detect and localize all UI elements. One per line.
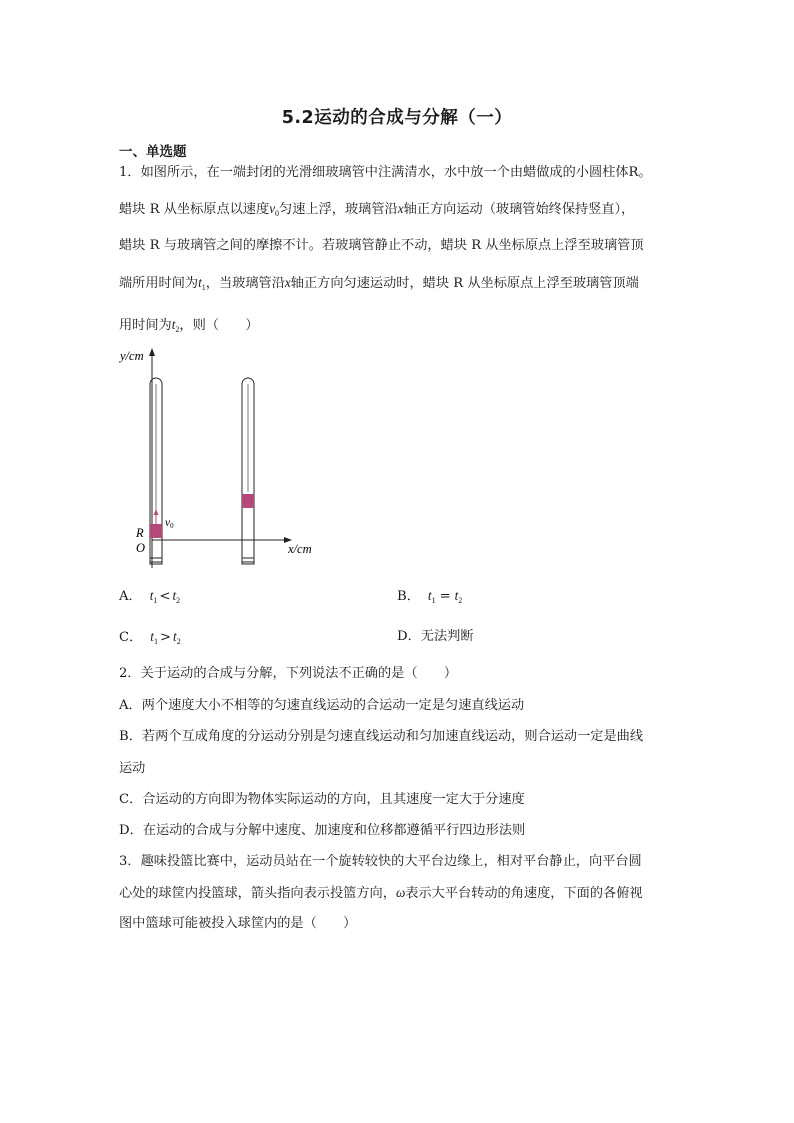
page-title: 5.2运动的合成与分解（一）: [281, 108, 513, 128]
q1-option-B[interactable]: B． $t_1 = t_2$: [397, 588, 463, 605]
q3-line-1: 3．趣味投篮比赛中，运动员站在一个旋转较快的大平台边缘上，相对平台静止，向平台圆: [119, 854, 642, 869]
q2-option-C[interactable]: C．合运动的方向即为物体实际运动的方向，且其速度一定大于分速度: [119, 792, 525, 807]
q1-line-5: 用时间为$t_2$，则（ ）: [119, 317, 259, 334]
q1-line-2: [119, 200, 634, 223]
wax-block-R-left: [150, 524, 162, 538]
glass-tube-diagram: [118, 346, 328, 574]
q1-t1: $t_1$: [198, 275, 206, 292]
q2-stem: 2．关于运动的合成与分解，下列说法不正确的是（ ）: [119, 666, 458, 681]
y-axis-label: y/cm: [120, 349, 144, 363]
q1-option-D[interactable]: D．无法判断: [397, 629, 474, 644]
q1-line-2a: 蜡块 R 从坐标原点以速度: [119, 202, 270, 217]
label-v0: v0: [165, 517, 174, 530]
q1-t2: $t_2$: [171, 317, 180, 334]
q2-option-B[interactable]: B．若两个互成角度的分运动分别是匀速直线运动和匀加速直线运动，则合运动一定是曲线: [119, 729, 643, 744]
q1-line-1: 1．如图所示，在一端封闭的光滑细玻璃管中注满清水，水中放一个由蜡做成的小圆柱体R。: [119, 165, 652, 180]
glass-tube-right: [242, 378, 254, 564]
label-R: R: [136, 526, 144, 540]
q2-option-D[interactable]: D．在运动的合成与分解中速度、加速度和位移都遵循平行四边形法则: [119, 823, 526, 838]
q1-x-axis-symbol: x: [397, 201, 404, 216]
q1-option-A[interactable]: A． $t_1 < t_2$: [119, 588, 181, 605]
q1-figure: [118, 346, 328, 574]
q1-line-2c: 轴正方向运动（玻璃管始终保持竖直），: [403, 202, 635, 217]
q3-line-2: 心处的球筐内投篮球，箭头指向表示投篮方向，ω表示大平台转动的角速度，下面的各俯视: [119, 885, 643, 901]
section-heading: 一、单选题: [119, 144, 187, 160]
q1-line-2b: 匀速上浮，玻璃管沿: [279, 202, 398, 217]
q3-line-3: 图中篮球可能被投入球筐内的是（ ）: [119, 916, 357, 931]
y-axis-arrow: [149, 348, 155, 356]
wax-block-R-right: [242, 494, 254, 508]
velocity-arrow: [154, 509, 159, 515]
x-axis-label: x/cm: [288, 542, 312, 556]
q1-v0: $v_0$: [269, 201, 280, 218]
q2-option-B-cont: 运动: [119, 761, 146, 776]
label-O: O: [136, 541, 146, 555]
q2-option-A[interactable]: A．两个速度大小不相等的匀速直线运动的合运动一定是匀速直线运动: [119, 698, 525, 713]
q1-line-3: 蜡块 R 与玻璃管之间的摩擦不计。若玻璃管静止不动，蜡块 R 从坐标原点上浮至玻璃管顶: [119, 238, 644, 253]
omega-symbol: ω: [395, 885, 406, 900]
q1-option-C[interactable]: C． $t_1 > t_2$: [119, 629, 181, 646]
q1-line-4: 端所用时间为$t_1$，当玻璃管沿x轴正方向匀速运动时，蜡块 R 从坐标原点上浮至玻璃管顶端: [119, 275, 639, 292]
